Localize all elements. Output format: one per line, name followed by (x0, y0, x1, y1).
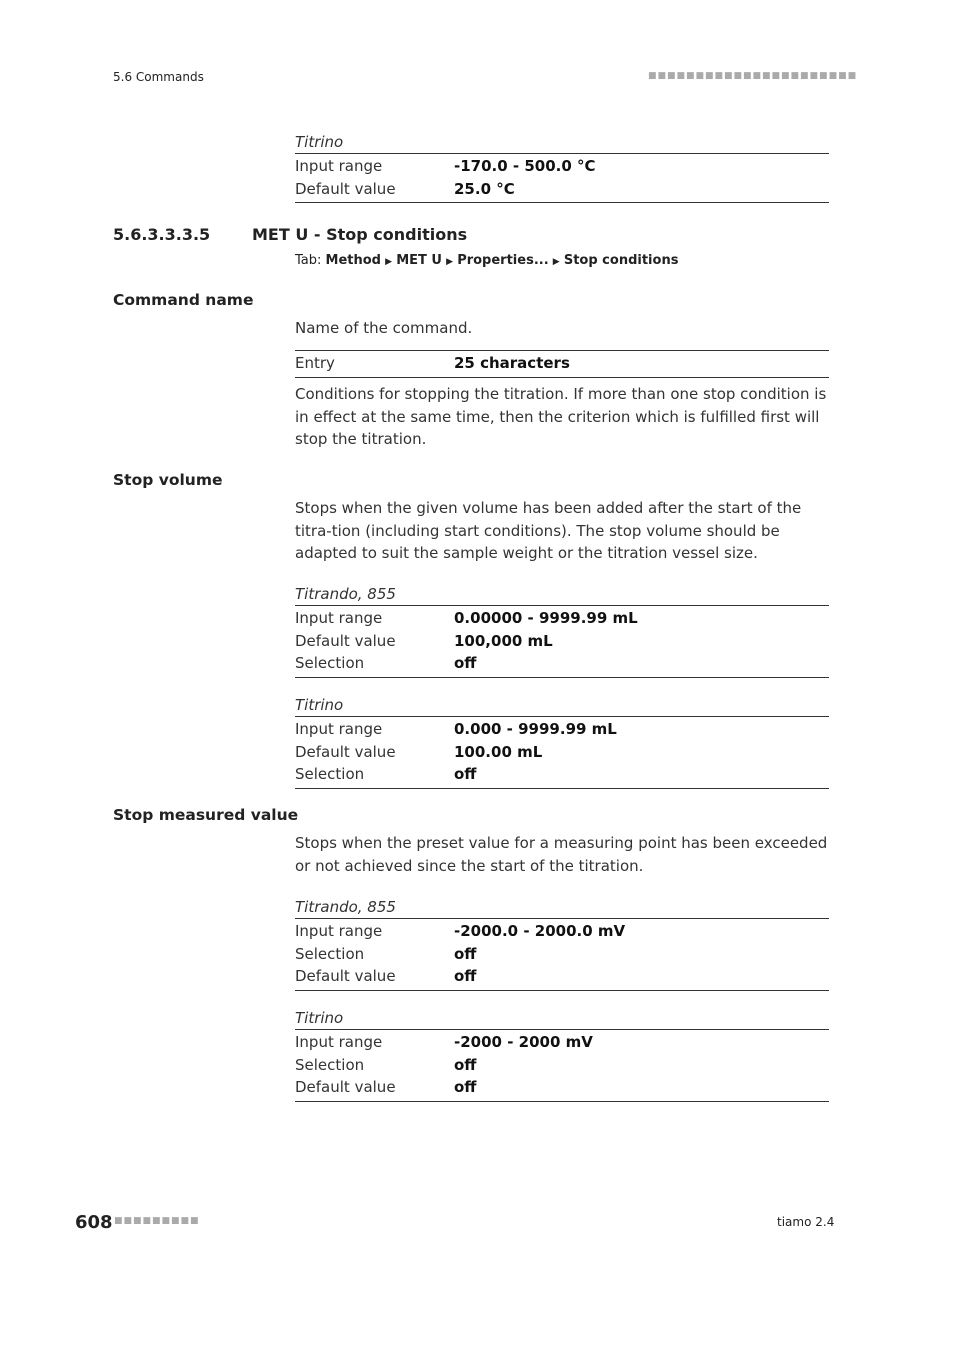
row-label: Input range (295, 1033, 383, 1051)
stop-volume-titrando-table (295, 583, 829, 678)
row-value: off (454, 944, 477, 963)
row-value: off (454, 1055, 477, 1074)
table-caption: Titrando, 855 (295, 585, 396, 603)
table-row (295, 965, 829, 988)
row-value: off (454, 1078, 477, 1096)
table-row (295, 741, 829, 764)
row-label: Default value (295, 179, 396, 198)
breadcrumb-separator-icon: ▶ (446, 257, 454, 267)
table-row (295, 1031, 829, 1054)
breadcrumb-item: Stop conditions (563, 253, 679, 268)
row-value: off (454, 967, 477, 985)
row-label: Selection (295, 1055, 365, 1074)
table-row (295, 943, 829, 966)
row-value: 25.0 °C (454, 179, 515, 198)
row-label: Input range (295, 157, 383, 175)
top-titrino-table (295, 131, 829, 203)
table-row (295, 1076, 829, 1099)
table-caption: Titrino (295, 1009, 344, 1027)
tab-prefix: Tab: (295, 253, 326, 268)
stop-measured-value-description: Stops when the preset value for a measuring point has been exceeded or not achieved since the start of the titration. (295, 834, 828, 875)
row-label: Selection (295, 654, 365, 672)
row-value: 0.000 - 9999.99 mL (454, 720, 617, 738)
stop-conditions-description: Conditions for stopping the titration. If more than one stop condition is in effect at the same time, then the criterion which is fulfilled first will stop the titration. (295, 385, 827, 448)
table-row (295, 763, 829, 786)
row-value: off (454, 765, 477, 783)
stop-measured-titrando-table (295, 896, 829, 991)
table-row (295, 920, 829, 943)
table-row (295, 630, 829, 653)
row-label: Selection (295, 944, 365, 963)
table-row (295, 352, 829, 375)
row-label: Input range (295, 922, 383, 940)
stop-volume-heading: Stop volume (113, 471, 223, 489)
breadcrumb-item: Properties... (457, 253, 549, 268)
breadcrumb-separator-icon: ▶ (385, 257, 393, 267)
breadcrumb-item: Method (325, 253, 381, 268)
table-row (295, 718, 829, 741)
row-label: Default value (295, 631, 396, 650)
section-number: 5.6.3.3.3.5 (113, 225, 211, 244)
stop-volume-description: Stops when the given volume has been added after the start of the titra-tion (including start conditions). The stop volume should be adapted to suit the sample weight or the titration vessel size. (295, 499, 802, 562)
table-row (295, 178, 829, 201)
row-label: Entry (295, 354, 335, 372)
entry-table (295, 350, 829, 378)
row-label: Input range (295, 720, 383, 738)
row-label: Input range (295, 609, 383, 627)
row-value: off (454, 654, 477, 672)
footer-decoration: ■■■■■■■■■ (114, 1216, 200, 1226)
page-number: 608 (75, 1212, 113, 1233)
table-caption: Titrino (295, 696, 344, 714)
tab-breadcrumb (295, 253, 678, 268)
row-label: Selection (295, 765, 365, 783)
row-label: Default value (295, 742, 396, 761)
table-row (295, 1054, 829, 1077)
header-decoration: ■■■■■■■■■■■■■■■■■■■■■■ (648, 71, 858, 81)
row-value: -2000 - 2000 mV (454, 1033, 593, 1051)
table-caption: Titrino (295, 133, 344, 151)
row-label: Default value (295, 967, 396, 985)
row-value: 100.00 mL (454, 742, 543, 761)
stop-volume-titrino-table (295, 694, 829, 789)
table-row (295, 607, 829, 630)
stop-measured-value-heading: Stop measured value (113, 806, 299, 824)
row-label: Default value (295, 1078, 396, 1096)
breadcrumb-item: MET U (396, 253, 442, 268)
row-value: 0.00000 - 9999.99 mL (454, 609, 638, 627)
running-header-section: 5.6 Commands (113, 70, 204, 84)
row-value: -170.0 - 500.0 °C (454, 157, 596, 175)
breadcrumb-separator-icon: ▶ (552, 257, 560, 267)
command-name-description: Name of the command. (295, 319, 473, 337)
command-name-heading: Command name (113, 291, 254, 309)
row-value: 100,000 mL (454, 631, 553, 650)
section-title: MET U - Stop conditions (252, 225, 468, 244)
row-value: -2000.0 - 2000.0 mV (454, 922, 626, 940)
stop-measured-titrino-table (295, 1007, 829, 1102)
row-value: 25 characters (454, 354, 570, 372)
table-caption: Titrando, 855 (295, 898, 396, 916)
table-row (295, 155, 829, 178)
product-version: tiamo 2.4 (777, 1215, 835, 1229)
table-row (295, 652, 829, 675)
